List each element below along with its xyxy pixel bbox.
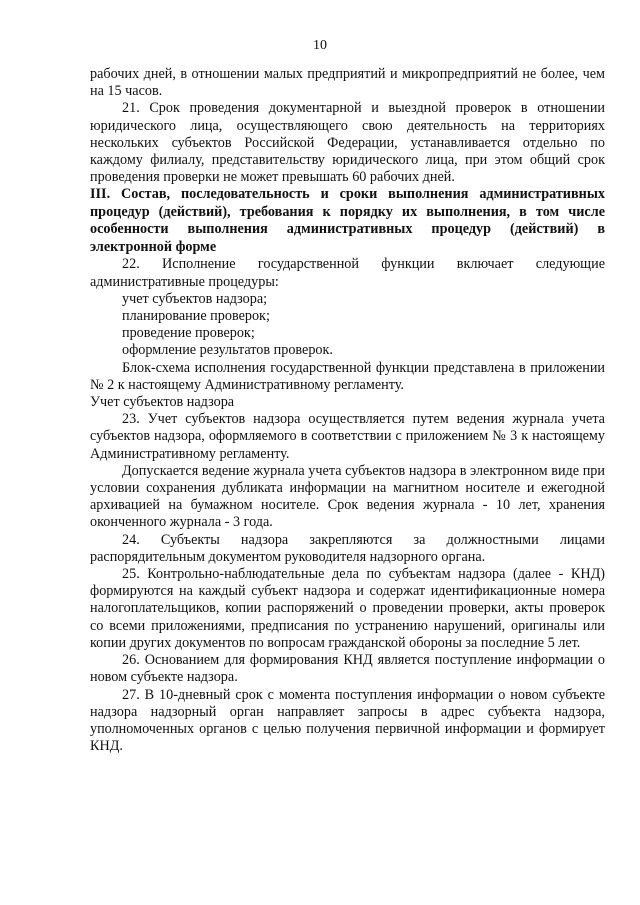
paragraph-22: 22. Исполнение государственной функции включает следующие административные процедуры: [90, 256, 605, 290]
paragraph-continuation: рабочих дней, в отношении малых предприятий и микропредприятий не более, чем на 15 часов. [90, 66, 605, 100]
procedure-item: планирование проверок; [122, 308, 270, 325]
paragraph-23: 23. Учет субъектов надзора осуществляется путем ведения журнала учета субъектов надзора, оформляемого в соответствии с приложением № 3 к настоящему Административному регламенту. [90, 411, 605, 462]
paragraph-25: 25. Контрольно-наблюдательные дела по субъектам надзора (далее - КНД) формируются на каждый субъект надзора и содержат идентификационные номера налогоплательщиков, копии распоряжений о проведении проверки, акты проверок со всеми приложениями, предписания по устранению нарушений, оригиналы или копии других документов по вопросам гражданской обороны за последние 5 лет. [90, 566, 605, 651]
paragraph-24: 24. Субъекты надзора закрепляются за должностными лицами распорядительным документом руководителя надзорного органа. [90, 531, 605, 565]
paragraph-27: 27. В 10-дневный срок с момента поступления информации о новом субъекте надзора надзорный орган направляет запросы в адрес субъекта надзора, уполномоченных органов с целью получения первичной информации и формирует КНД. [90, 686, 605, 755]
paragraph-electronic-journal: Допускается ведение журнала учета субъектов надзора в электронном виде при условии сохранения дубликата информации на магнитном носителе и ежегодной архивацией на бумажном носителе. Срок ведения журнала - 10 лет, хранения оконченного журнала - 3 года. [90, 462, 605, 531]
paragraph-26: 26. Основанием для формирования КНД является поступление информации о новом субъекте надзора. [90, 652, 605, 686]
procedure-item: проведение проверок; [122, 325, 255, 342]
document-body [90, 66, 605, 755]
paragraph-21: 21. Срок проведения документарной и выездной проверок в отношении юридического лица, осуществляющего свою деятельность на территориях нескольких субъектов Российской Федерации, устанавливается отдельно по каждому филиалу, представительству юридического лица, при этом общий срок проведения проверки не может превышать 60 рабочих дней. [90, 100, 605, 186]
section-heading: III. Состав, последовательность и сроки выполнения административных процедур (действий), требования к порядку их выполнения, в том числе особенности выполнения административных процедур (действий) в электронной форме [90, 186, 605, 255]
subheading: Учет субъектов надзора [90, 394, 235, 411]
paragraph-block-scheme: Блок-схема исполнения государственной функции представлена в приложении № 2 к настоящему Административному регламенту. [90, 359, 605, 393]
procedure-item: оформление результатов проверок. [122, 342, 333, 359]
procedure-item: учет субъектов надзора; [122, 290, 268, 307]
page-number: 10 [313, 38, 327, 53]
